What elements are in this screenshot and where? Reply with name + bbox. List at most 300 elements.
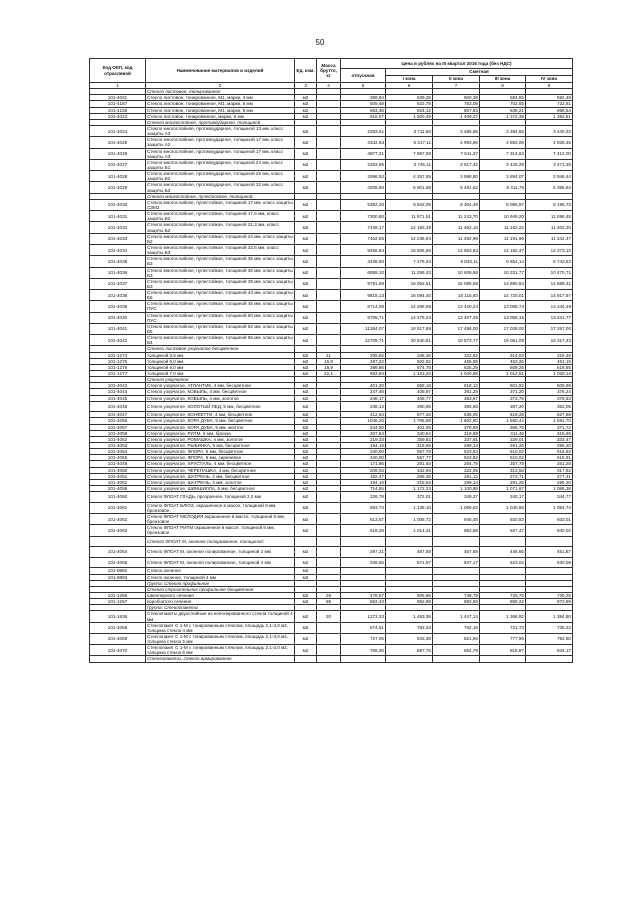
row-unit: м2	[295, 256, 317, 267]
row-price-zone-4: 609,98	[526, 383, 573, 389]
row-name: Стекло ФЛОАТ БЛЮЗ, окрашенное в массе, толщиной 6 мм, бронзовое	[146, 502, 295, 513]
row-price-zone-1: 633,78	[386, 101, 433, 107]
row-price-zone-1: 1 138,10	[386, 502, 433, 513]
row-price-zone-2: 625,29	[433, 364, 480, 370]
row-price-release: 1046,20	[341, 418, 386, 424]
row-unit: м2	[295, 436, 317, 442]
row-unit: м2	[295, 461, 317, 467]
row-name: Стеклопакеты, стекло армированное	[146, 656, 295, 662]
row-price-zone-3: 17 028,00	[480, 323, 526, 334]
header-release: отпускная	[341, 69, 386, 83]
row-price-release: 563,43	[341, 599, 386, 605]
header-code: Код ОКП, код отраслевой	[90, 59, 146, 83]
row-unit: м2	[295, 335, 317, 346]
row-code: 101-4043	[90, 383, 146, 389]
row-mass	[317, 171, 341, 182]
row-code: 101-1276	[90, 364, 146, 370]
row-price-release: 478,57	[341, 592, 386, 598]
row-price-release: 613,67	[341, 514, 386, 525]
row-price-zone-3: 1 372,38	[480, 113, 526, 119]
row-price-zone-4: 1 030,14	[526, 371, 573, 377]
row-price-zone-1: 1 006,72	[386, 514, 433, 525]
table-row	[90, 401, 573, 412]
row-price-zone-3: 14 690,84	[480, 278, 526, 289]
header-estimate: Сметная	[386, 69, 573, 76]
row-name: Стекло узорчатое, РОМАШКА, 4 мм, золотое	[146, 436, 295, 442]
row-price-zone-3: 19 061,09	[480, 335, 526, 346]
row-name: Стекло ФЛОАТ М, оконное полированное, толщиной:	[146, 536, 295, 547]
row-price-zone-4: 7 412,00	[526, 148, 573, 159]
table-row	[90, 656, 573, 662]
row-code: 101-4035	[90, 256, 146, 267]
row-name: Стекло узорчатое, ФЛОРА, 5 мм, сиреневое	[146, 455, 295, 461]
table-row	[90, 622, 573, 633]
row-price-zone-4: 261,28	[526, 461, 573, 467]
colnum: 8	[480, 83, 526, 89]
row-price-zone-4: 315,69	[526, 430, 573, 436]
row-price-zone-1: 805,96	[386, 592, 433, 598]
colnum: 5	[341, 83, 386, 89]
row-price-zone-4: 11 342,47	[526, 233, 573, 244]
row-price-release: 4877,31	[341, 148, 386, 159]
table-row	[90, 171, 573, 182]
table-row	[90, 278, 573, 289]
row-price-release: 412,64	[341, 412, 386, 418]
row-price-zone-2: 337,91	[433, 436, 480, 442]
colnum: 1	[90, 83, 146, 89]
row-unit: м2	[295, 424, 317, 430]
row-code: 101-4054	[90, 449, 146, 455]
row-price-zone-3: 373,75	[480, 395, 526, 401]
row-name: Стекло узорчатое, КОВЫЛЬ, 4 мм, бесцветное	[146, 389, 295, 395]
row-price-zone-3: 725,75	[480, 592, 526, 598]
table-row	[90, 301, 573, 312]
row-unit: м2	[295, 312, 317, 323]
row-price-release: 9456,84	[341, 244, 386, 255]
row-mass	[317, 622, 341, 633]
colnum: 2	[146, 83, 295, 89]
row-mass	[317, 267, 341, 278]
row-name: Группа: Стекло профильное	[146, 580, 295, 586]
row-price-release: 248,17	[341, 395, 386, 401]
row-price-release	[341, 536, 386, 547]
row-price-release	[341, 656, 386, 662]
row-name: толщиной 3,5 мм	[146, 352, 295, 358]
row-name: Стекло узорчатое, КОРА ДУБА, 5 мм, желтое	[146, 424, 295, 430]
row-price-zone-3: 11 191,96	[480, 233, 526, 244]
row-name: Стекло многослойное, пулестойкое, толщиной:	[146, 193, 295, 199]
row-name: Стекло многослойное, противоударное, толщиной 32 мм, класс защиты Б3	[146, 182, 295, 193]
row-price-zone-2: 11 492,98	[433, 233, 480, 244]
row-mass	[317, 244, 341, 255]
row-code: 101-4025	[90, 137, 146, 148]
row-price-zone-3	[480, 536, 526, 547]
row-price-zone-1: 359,82	[386, 436, 433, 442]
row-mass	[317, 199, 341, 210]
row-price-zone-2: 322,05	[433, 467, 480, 473]
header-name: Наименование материалов и изделий	[146, 59, 295, 83]
row-code: 101-4033	[90, 233, 146, 244]
row-price-zone-4: 10 470,71	[526, 267, 573, 278]
row-price-zone-3: 3 394,65	[480, 125, 526, 136]
row-price-zone-3: 619,28	[480, 412, 526, 418]
row-price-zone-1: 12 236,94	[386, 233, 433, 244]
row-price-zone-2: 13 420,24	[433, 301, 480, 312]
row-price-release: 915,07	[341, 113, 386, 119]
row-price-release: 244,50	[341, 424, 386, 430]
row-price-zone-2: 1 068,83	[433, 502, 480, 513]
row-price-zone-4: 3 946,44	[526, 171, 573, 182]
row-price-release: 5392,30	[341, 199, 386, 210]
row-code: 101-4061	[90, 502, 146, 513]
row-mass	[317, 301, 341, 312]
row-code: 101-4065	[90, 557, 146, 568]
row-unit: м2	[295, 395, 317, 401]
row-mass	[317, 557, 341, 568]
row-price-zone-4: 834,17	[526, 645, 573, 656]
row-price-release: 297,21	[341, 547, 386, 558]
row-price-zone-3: 1 366,92	[480, 611, 526, 622]
row-price-zone-2: 376,69	[433, 424, 480, 430]
row-unit: м2	[295, 290, 317, 301]
row-price-zone-2: 952,58	[433, 525, 480, 536]
row-price-zone-4: 722,81	[526, 101, 573, 107]
row-unit: м2	[295, 222, 317, 233]
row-price-release: 8714,08	[341, 301, 386, 312]
row-name: Стекло строительное профильное бесцветное	[146, 586, 295, 592]
row-price-zone-4: 940,02	[526, 525, 573, 536]
row-price-zone-4: 11 302,20	[526, 222, 573, 233]
row-price-zone-1: 557,78	[386, 449, 433, 455]
row-price-zone-4: 516,93	[526, 449, 573, 455]
row-price-zone-2: 10 609,66	[433, 267, 480, 278]
row-unit: м2	[295, 358, 317, 364]
row-price-zone-2	[433, 656, 480, 662]
table-row	[90, 536, 573, 547]
row-price-zone-4: 6 743,63	[526, 256, 573, 267]
row-unit: м2	[295, 267, 317, 278]
row-price-zone-2: 6 481,52	[433, 182, 480, 193]
row-price-zone-4: 14 917,97	[526, 290, 573, 301]
row-price-zone-2: 281,12	[433, 473, 480, 479]
row-price-zone-2: 19 573,77	[433, 335, 480, 346]
row-price-zone-3: 313,58	[480, 467, 526, 473]
row-unit	[295, 656, 317, 662]
row-price-zone-4: 1 581,70	[526, 418, 573, 424]
row-unit: м2	[295, 412, 317, 418]
row-price-zone-1: 5 317,11	[386, 137, 433, 148]
row-price-zone-4: 344,77	[526, 492, 573, 503]
row-code: 101-1277	[90, 371, 146, 377]
row-unit: м2	[295, 182, 317, 193]
row-price-zone-1	[386, 536, 433, 547]
row-name: толщиной 5,0 мм	[146, 358, 295, 364]
table-row	[90, 211, 573, 222]
row-code: 101-4168	[90, 107, 146, 113]
row-code: 101-4034	[90, 244, 146, 255]
row-unit: м2	[295, 278, 317, 289]
row-name: Стекло ФЛОАТ ГЛАДЬ, прозрачное, толщиной 2,2 мм	[146, 492, 295, 503]
table-row	[90, 312, 573, 323]
row-price-zone-1: 571,97	[386, 557, 433, 568]
row-price-zone-1: 502,82	[386, 358, 433, 364]
row-mass: 28	[317, 592, 341, 598]
price-table	[89, 58, 573, 663]
row-code: 101-4053	[90, 443, 146, 449]
row-price-zone-3: 445,85	[480, 547, 526, 558]
row-unit: м2	[295, 159, 317, 170]
colnum: 4	[317, 83, 341, 89]
row-price-release: 219,33	[341, 436, 386, 442]
row-code: 101-4047	[90, 412, 146, 418]
row-code: 101-1275	[90, 358, 146, 364]
row-price-zone-1: 557,77	[386, 455, 433, 461]
row-name: Стекло многослойное, противоударное, толщиной 26 мм, класс защиты Б2	[146, 171, 295, 182]
row-price-release: 194,16	[341, 479, 386, 485]
row-price-zone-1: 318,52	[386, 479, 433, 485]
row-price-zone-3: 11 152,22	[480, 222, 526, 233]
table-row	[90, 547, 573, 558]
row-price-zone-1: 318,55	[386, 443, 433, 449]
row-price-release: 11354,07	[341, 323, 386, 334]
table-row	[90, 182, 573, 193]
row-name: Стекло многослойное, пулестойкое, толщиной 38 мм, класс защиты Б3	[147, 278, 293, 289]
row-name: швеллерного сечения	[146, 592, 295, 598]
row-unit: м2	[295, 547, 317, 558]
row-price-release: 674,51	[341, 622, 386, 633]
row-price-zone-2: 4 993,86	[433, 137, 480, 148]
row-price-release: 765,30	[341, 645, 386, 656]
row-name: Стекло многослойное, противоударное, толщиной 17 мм, класс защиты А2	[146, 137, 295, 148]
row-price-zone-4: 461,15	[526, 358, 573, 364]
row-price-release: 171,86	[341, 461, 386, 467]
row-name: Стекло листовое узорчатое бесцветное	[146, 346, 295, 352]
row-price-zone-1: 952,88	[386, 599, 433, 605]
row-price-zone-3: 845,21	[480, 107, 526, 113]
row-price-zone-4: 735,23	[526, 622, 573, 633]
table-row	[90, 525, 573, 536]
row-price-zone-2: 7 611,37	[433, 148, 480, 159]
row-price-release: 194,18	[341, 443, 386, 449]
row-price-zone-4: 515,91	[526, 455, 573, 461]
row-name: толщиной 7,0 мм	[146, 371, 295, 377]
row-price-zone-2: 11 243,70	[433, 211, 480, 222]
row-price-zone-4: 295,20	[526, 479, 573, 485]
table-row	[90, 611, 573, 622]
row-price-zone-3: 7 314,63	[480, 148, 526, 159]
row-price-zone-1: 4 257,55	[386, 171, 433, 182]
row-price-release: 663,94	[341, 371, 386, 377]
row-price-zone-1: 372,01	[386, 492, 433, 503]
row-price-release: 8705,71	[341, 312, 386, 323]
row-price-zone-2: 945,48	[433, 514, 480, 525]
row-price-zone-1: 342,93	[386, 467, 433, 473]
row-code: 101-4024	[90, 125, 146, 136]
row-price-zone-1: 8 842,05	[386, 199, 433, 210]
row-price-release: 182,47	[341, 473, 386, 479]
row-price-zone-4: 371,72	[526, 424, 573, 430]
row-code: 101-4052	[90, 436, 146, 442]
row-price-zone-3: 10 949,20	[480, 211, 526, 222]
row-price-zone-1: 348,36	[386, 352, 433, 358]
row-price-release: 238,13	[341, 401, 386, 412]
row-unit: м2	[295, 645, 317, 656]
row-name: Стекло узорчатое, РЫБИНКА, 5 мм, бесцветное	[146, 443, 295, 449]
row-price-release: 9791,68	[341, 278, 386, 289]
table-row	[90, 290, 573, 301]
row-code: 101-4069	[90, 633, 146, 644]
row-price-zone-1: 7 967,59	[386, 148, 433, 159]
row-name: Стекло многослойное, пулестойкое, толщиной 17,5 мм, класс защиты Б2	[146, 211, 295, 222]
row-code: 101-4056	[90, 418, 146, 424]
row-name: Стекло оконное	[146, 568, 295, 574]
row-mass	[317, 148, 341, 159]
table-row	[90, 159, 573, 170]
row-price-zone-1: 1 705,68	[386, 418, 433, 424]
row-name: Стекло листовое, тонированное	[146, 89, 295, 95]
row-price-zone-2: 319,89	[433, 430, 480, 436]
row-price-zone-2: 1 100,88	[433, 486, 480, 492]
row-code: 101-4039	[90, 301, 146, 312]
colnum: 9	[526, 83, 573, 89]
row-price-zone-1: 340,64	[386, 430, 433, 436]
row-price-zone-3: 859,22	[480, 599, 526, 605]
row-code: 101-4046	[90, 401, 146, 412]
row-price-zone-2: 8 304,49	[433, 199, 480, 210]
table-row	[90, 233, 573, 244]
row-price-release: 297,22	[341, 358, 386, 364]
row-price-zone-4: 1 086,38	[526, 486, 573, 492]
row-code: 101-4068	[90, 622, 146, 633]
row-price-zone-1: 11 971,51	[386, 211, 433, 222]
row-price-zone-4: 319,49	[526, 352, 573, 358]
row-code: 101-1266	[90, 592, 146, 598]
row-price-zone-2: 17 486,00	[433, 323, 480, 334]
row-price-zone-2	[433, 536, 480, 547]
header-zone-3: III зона	[480, 76, 526, 83]
row-unit: м2	[295, 592, 317, 598]
row-price-zone-2: 299,14	[433, 479, 480, 485]
row-name: Стекло многослойное, пулестойкое, толщиной 21,3 мм, класс защиты Б2	[146, 222, 295, 233]
row-mass: 11	[317, 352, 341, 358]
row-code: 101-4062	[90, 514, 146, 525]
row-price-zone-1: 887,75	[386, 645, 433, 656]
row-mass: 15,8	[317, 358, 341, 364]
row-price-zone-2: 349,37	[433, 492, 480, 503]
row-price-zone-2: 523,84	[433, 449, 480, 455]
row-code: 101-4167	[90, 101, 146, 107]
row-price-zone-3: 584,55	[480, 95, 526, 101]
row-name: Стеклопакеты двухслойные из неполированного стекла толщиной 4 мм	[147, 611, 293, 622]
row-unit: м2	[295, 199, 317, 210]
row-name: Стекло узорчатое, КОВЫЛЬ, 4 мм, золотое	[146, 395, 295, 401]
row-price-zone-4: 530,08	[526, 557, 573, 568]
table-row	[90, 335, 573, 346]
row-price-zone-3: 357,20	[480, 401, 526, 412]
row-price-zone-2: 821,56	[433, 633, 480, 644]
row-code: 101-4063	[90, 525, 146, 536]
row-price-zone-3: 453,26	[480, 358, 526, 364]
header-zone-4: IV зона	[526, 76, 573, 83]
row-price-zone-2: 6 833,11	[433, 256, 480, 267]
row-price-zone-3: 291,26	[480, 443, 526, 449]
row-unit: м2	[295, 443, 317, 449]
row-price-zone-2: 3 485,95	[433, 125, 480, 136]
row-unit: м2	[295, 418, 317, 424]
row-code: 101-4029	[90, 182, 146, 193]
row-price-zone-3: 14 720,01	[480, 290, 526, 301]
row-unit: м2	[295, 125, 317, 136]
row-name: Стекло узорчатое, КОЛОТЫЙ ЛЕД, 5 мм, бесцветное	[146, 401, 295, 412]
row-unit: м2	[295, 449, 317, 455]
row-price-release: 226,78	[341, 492, 386, 503]
row-name: Стекло многослойное, пулестойкое, толщиной 55 мм, класс защиты Б4	[147, 335, 293, 346]
row-price-release: 2283,51	[341, 125, 386, 136]
row-name: Стекло листовое, тонированное, М1, марки, 5 мм	[146, 101, 295, 107]
row-price-zone-3: 818,87	[480, 645, 526, 656]
row-price-zone-4: 3 440,33	[526, 125, 573, 136]
row-price-zone-2: 1 447,14	[433, 611, 480, 622]
row-unit: м2	[295, 473, 317, 479]
row-price-zone-3: 510,02	[480, 449, 526, 455]
row-price-zone-3: 340,17	[480, 492, 526, 503]
row-price-zone-1: 924,12	[386, 107, 433, 113]
row-price-zone-3: 721,73	[480, 622, 526, 633]
row-price-zone-2: 537,17	[433, 557, 480, 568]
row-name: Стекло листовое, тонированное, марки, 8 мм	[146, 113, 295, 119]
row-price-zone-1: 390,65	[386, 401, 433, 412]
row-name: Стеклопакет С 1-М с тонированным стеклом, площадь 2,1-3,0 м2, толщина стекла 6 мм	[146, 645, 295, 656]
table-header	[90, 59, 573, 89]
row-price-zone-1: 405,97	[386, 389, 433, 395]
header-unit: Ед. изм.	[295, 59, 317, 83]
row-price-zone-4	[526, 656, 573, 662]
row-price-release: 714,55	[341, 486, 386, 492]
row-price-zone-3: 329,01	[480, 436, 526, 442]
table-row	[90, 256, 573, 267]
row-price-zone-1: 299,35	[386, 473, 433, 479]
row-price-zone-3: 8 086,97	[480, 199, 526, 210]
row-unit: м2	[295, 514, 317, 525]
row-price-zone-3: 608,26	[480, 364, 526, 370]
row-price-zone-3: 4 863,08	[480, 137, 526, 148]
row-price-zone-1: 12 193,49	[386, 222, 433, 233]
row-price-zone-4: 376,24	[526, 389, 573, 395]
row-price-zone-3: 927,47	[480, 525, 526, 536]
row-code: 101-4042	[90, 335, 146, 346]
row-price-zone-1: 843,38	[386, 633, 433, 644]
row-code: 101-4049	[90, 461, 146, 467]
row-price-zone-4: 19 317,43	[526, 335, 573, 346]
row-price-zone-1: 539,25	[386, 95, 433, 101]
row-price-zone-4: 277,41	[526, 473, 573, 479]
row-price-zone-2: 762,19	[433, 622, 480, 633]
row-code: 101-4040	[90, 312, 146, 323]
row-price-release: 3342,63	[341, 137, 386, 148]
table-row	[90, 267, 573, 278]
row-price-zone-2: 3 998,80	[433, 171, 480, 182]
row-price-zone-2: 299,14	[433, 443, 480, 449]
row-mass	[317, 502, 341, 513]
row-price-zone-3: 10 331,77	[480, 267, 526, 278]
row-price-zone-2: 1 409,27	[433, 113, 480, 119]
row-price-zone-2: 383,67	[433, 395, 480, 401]
row-price-release: 7436,17	[341, 222, 386, 233]
row-name: Стекло многослойное, противоударное, толщиной 17 мм, класс защиты А3	[146, 148, 295, 159]
row-unit: м2	[295, 633, 317, 644]
row-price-release: 389,84	[341, 95, 386, 101]
row-price-zone-3: 291,26	[480, 479, 526, 485]
